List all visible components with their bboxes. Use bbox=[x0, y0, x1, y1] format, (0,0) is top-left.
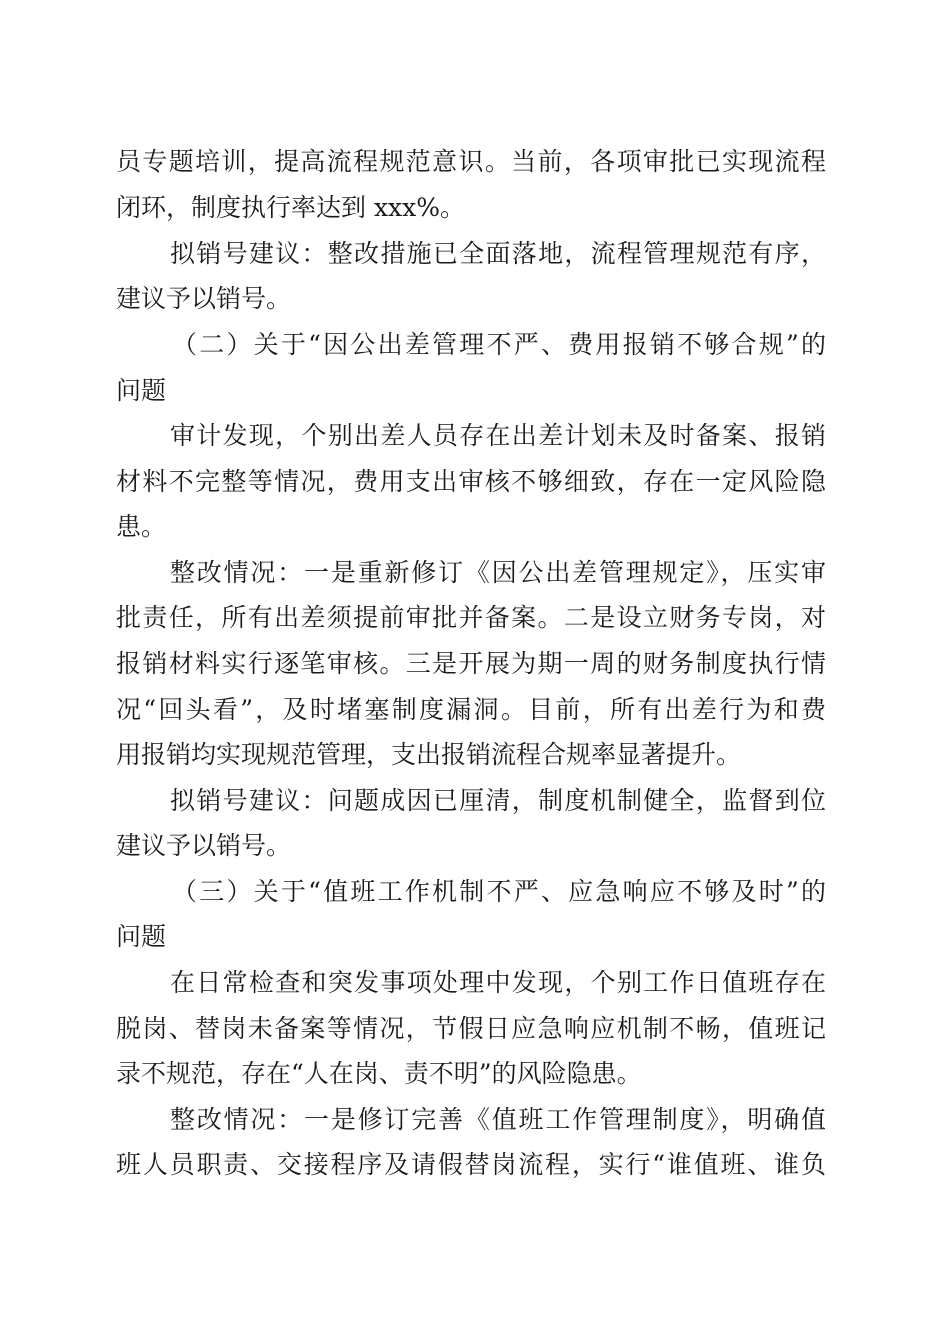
body-text-line: 脱岗、替岗未备案等情况，节假日应急响应机制不畅，值班记 bbox=[116, 1014, 826, 1043]
body-text-line: 患。 bbox=[116, 512, 167, 541]
body-text-line: 在日常检查和突发事项处理中发现，个别工作日值班存在 bbox=[170, 968, 826, 997]
section-heading-2-cont: 问题 bbox=[116, 376, 167, 405]
body-text-line: 材料不完整等情况，费用支出审核不够细致，存在一定风险隐 bbox=[116, 467, 826, 496]
rectification-line: 整改情况：一是重新修订《因公出差管理规定》，压实审 bbox=[170, 558, 826, 587]
rectification-line: 批责任，所有出差须提前审批并备案。二是设立财务专岗，对 bbox=[116, 603, 826, 632]
rectification-line: 班人员职责、交接程序及请假替岗流程，实行“谁值班、谁负 bbox=[116, 1150, 826, 1179]
body-text-line: 录不规范，存在“人在岗、责不明”的风险隐患。 bbox=[116, 1059, 642, 1088]
recommendation-line: 建议予以销号。 bbox=[116, 284, 292, 313]
body-text-line: 闭环，制度执行率达到 xxx%。 bbox=[116, 193, 466, 222]
recommendation-line: 建议予以销号。 bbox=[116, 831, 292, 860]
recommendation-line: 拟销号建议：问题成因已厘清，制度机制健全，监督到位 bbox=[170, 786, 826, 815]
section-heading-2: （二）关于“因公出差管理不严、费用报销不够合规”的 bbox=[172, 330, 826, 359]
recommendation-line: 拟销号建议：整改措施已全面落地，流程管理规范有序， bbox=[170, 239, 826, 268]
body-text-line: 审计发现，个别出差人员存在出差计划未及时备案、报销 bbox=[170, 421, 826, 450]
body-text-line: 员专题培训，提高流程规范意识。当前，各项审批已实现流程 bbox=[116, 147, 826, 176]
rectification-line: 整改情况：一是修订完善《值班工作管理制度》，明确值 bbox=[170, 1105, 826, 1134]
rectification-line: 况“回头看”，及时堵塞制度漏洞。目前，所有出差行为和费 bbox=[116, 695, 826, 724]
section-heading-3: （三）关于“值班工作机制不严、应急响应不够及时”的 bbox=[172, 877, 826, 906]
section-heading-3-cont: 问题 bbox=[116, 922, 167, 951]
rectification-line: 报销材料实行逐笔审核。三是开展为期一周的财务制度执行情 bbox=[116, 649, 826, 678]
rectification-line: 用报销均实现规范管理，支出报销流程合规率显著提升。 bbox=[116, 740, 742, 769]
